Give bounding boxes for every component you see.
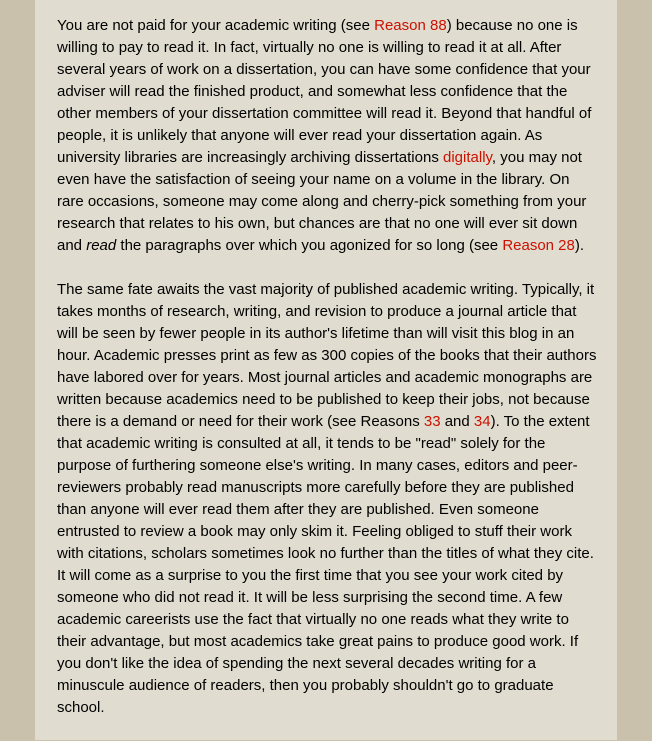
paragraph-1-text-3: , you may not even have the satisfaction of seeing your name on a volume in the library. On rare occasions, someone may come along and cherry-pick something from your research that relates to his own, but chances are that no one will ever sit down and [57, 149, 587, 254]
paragraph-2-text-3: ). To the extent that academic writing is consulted at all, it tends to be "read" solely for the purpose of furthering someone else's writing. In many cases, editors and peer-reviewers probably read manuscripts more carefully before they are published than anyone will ever read them after they are published. Even someone entrusted to review a book may only skim it. Feeling obliged to stuff their work with citations, scholars sometimes look no further than the titles of what they cite. It will come as a surprise to you the first time that you see your work cited by someone who did not read it. It will be less surprising the second time. A few academic careerists use the fact that virtually no one reads what they write to their advantage, but most academics take great pains to produce good work. If you don't like the idea of spending the next several decades writing for a minuscule audience of readers, then you probably shouldn't go to graduate school. [57, 413, 594, 716]
paragraph-1-text-5: ). [574, 237, 585, 254]
paragraph-1-text-2: ) because no one is willing to pay to read it. In fact, virtually no one is willing to read it at all. After several years of work on a dissertation, you can have some confidence that your adviser will read the finished product, and somewhat less confidence that the other members of your dissertation committee will read it. Beyond that handful of people, it is unlikely that anyone will ever read your dissertation again. As university libraries are increasingly archiving dissertations [57, 17, 592, 166]
link-reason-28[interactable]: Reason 28 [502, 237, 575, 254]
article-body [57, 15, 597, 741]
paragraph-1 [57, 15, 597, 257]
link-reason-34[interactable]: 34 [473, 413, 491, 430]
paragraph-2-text-1: The same fate awaits the vast majority of published academic writing. Typically, it takes months of research, writing, and revision to produce a journal article that will be seen by fewer people in its author's lifetime than will visit this blog in an hour. Academic presses print as few as 300 copies of the books that their authors have labored over for years. Most journal articles and academic monographs are written because academics need to be published to keep their jobs, not because there is a demand or need for their work (see Reasons [57, 281, 597, 430]
emphasis-read: read [86, 237, 117, 254]
paragraph-2 [57, 279, 597, 719]
paragraph-1-text-4: the paragraphs over which you agonized for so long (see [116, 237, 503, 254]
paragraph-2-text-2: and [440, 413, 474, 430]
link-digitally[interactable]: digitally [443, 149, 492, 166]
page-column [35, 0, 617, 740]
paragraph-1-text-1: You are not paid for your academic writing (see [57, 17, 375, 34]
link-reason-88[interactable]: Reason 88 [374, 17, 447, 34]
link-reason-33[interactable]: 33 [423, 413, 441, 430]
